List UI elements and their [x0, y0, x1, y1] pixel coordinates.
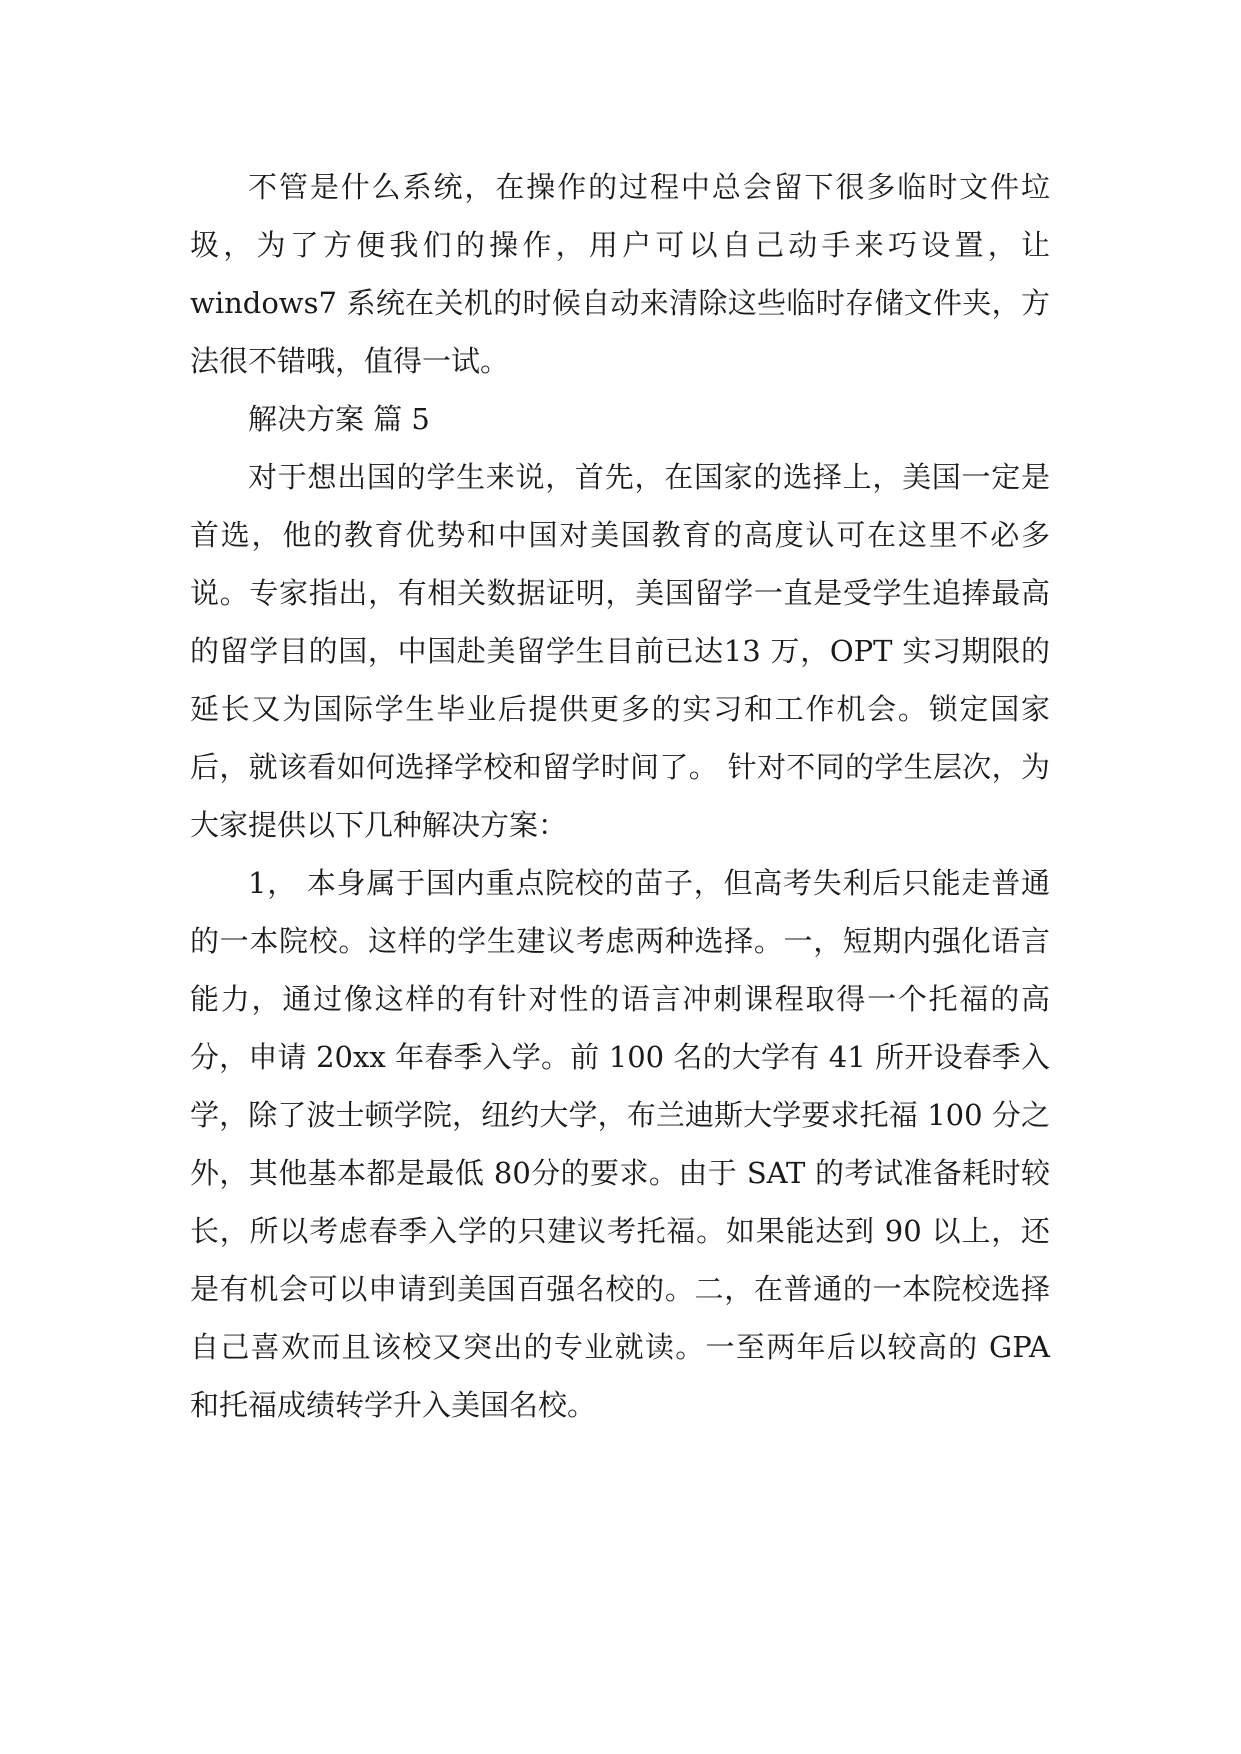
document-body [190, 158, 1050, 1434]
paragraph-intro: 不管是什么系统，在操作的过程中总会留下很多临时文件垃圾，为了方便我们的操作，用户可以自己动手来巧设置，让 windows7 系统在关机的时候自动来清除这些临时存储文件夹，方法很不错哦，值得一试。 [190, 170, 1050, 378]
paragraph-overview: 对于想出国的学生来说，首先，在国家的选择上，美国一定是首选，他的教育优势和中国对美国教育的高度认可在这里不必多说。专家指出，有相关数据证明，美国留学一直是受学生追捧最高的留学目的国，中国赴美留学生目前已达13 万，OPT 实习期限的延长又为国际学生毕业后提供更多的实习和工作机会。锁定国家后，就该看如何选择学校和留学时间了。 针对不同的学生层次，为大家提供以下几种解决方案： [190, 460, 1050, 842]
paragraph-option-1: 1， 本身属于国内重点院校的苗子，但高考失利后只能走普通的一本院校。这样的学生建议考虑两种选择。一，短期内强化语言能力，通过像这样的有针对性的语言冲刺课程取得一个托福的高分，申请 20xx 年春季入学。前 100 名的大学有 41 所开设春季入学，除了波士顿学院，纽约大学，布兰迪斯大学要求托福 100 分之外，其他基本都是最低 80分的要求。由于 SAT 的考试准备耗时较长，所以考虑春季入学的只建议考托福。如果能达到 90 以上，还是有机会可以申请到美国百强名校的。二，在普通的一本院校选择自己喜欢而且该校又突出的专业就读。一至两年后以较高的 GPA 和托福成绩转学升入美国名校。 [190, 866, 1050, 1422]
section-heading: 解决方案 篇 5 [248, 402, 430, 436]
